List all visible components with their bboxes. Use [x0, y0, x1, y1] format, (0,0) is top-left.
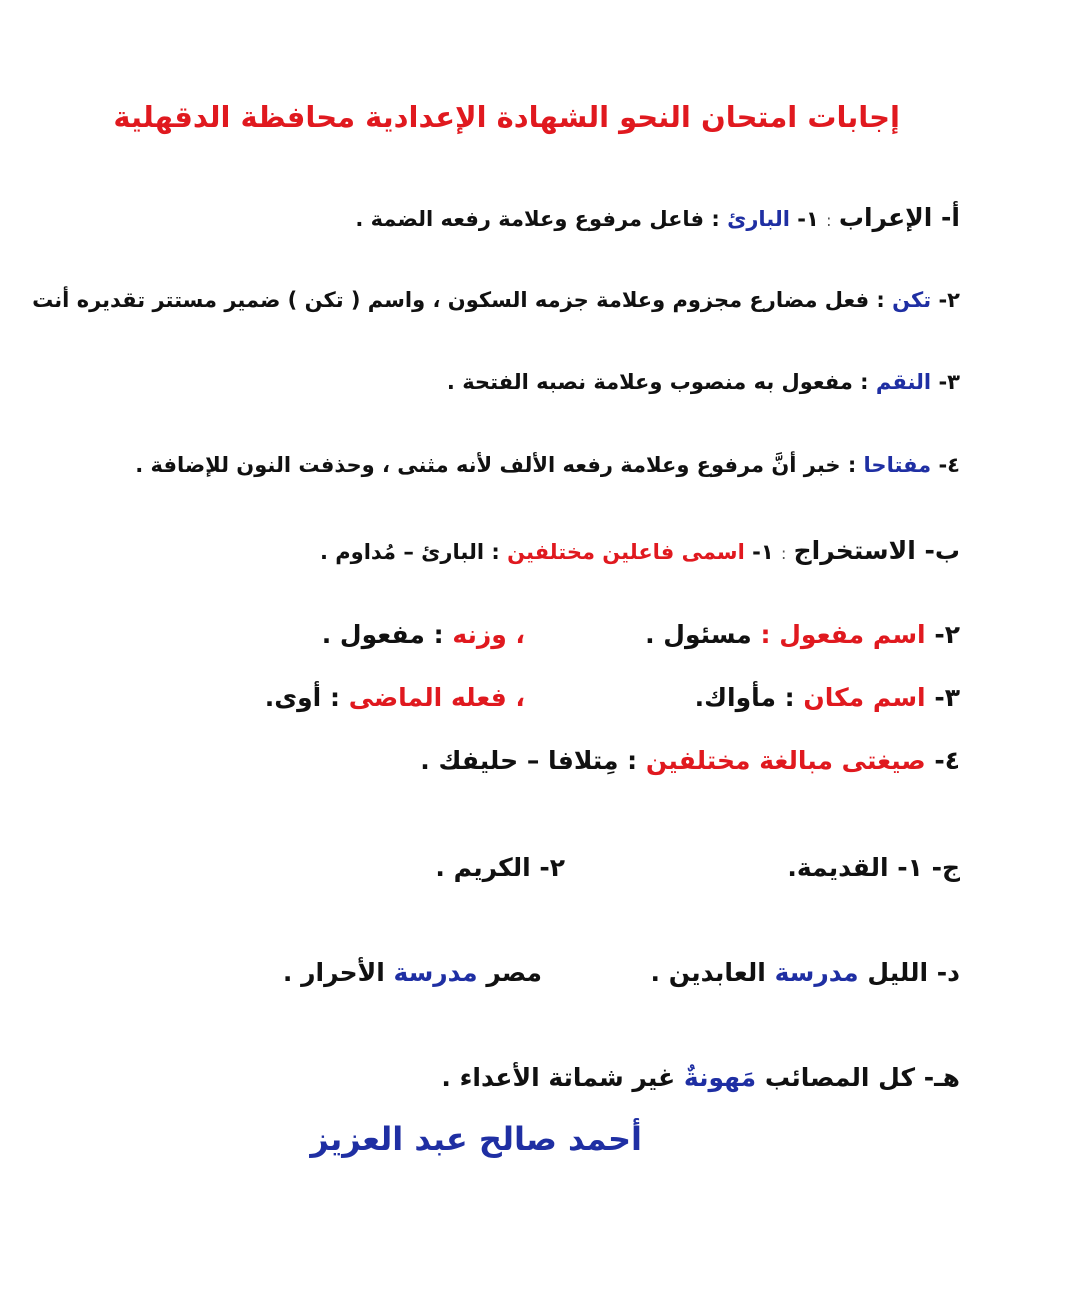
section-a-item4-text: : خبر أنَّ مرفوع وعلامة رفعه الألف لأنه مثنى ، وحذفت النون للإضافة .	[135, 453, 857, 477]
section-a-item3-word: النقم	[875, 370, 932, 394]
section-c-item1: ١- القديمة.	[787, 853, 923, 882]
section-e-text-a: كل المصائب	[764, 1063, 916, 1092]
section-b-item3-label: اسم مكان	[803, 683, 926, 712]
section-b-item2-left-part	[645, 620, 960, 649]
section-a-item1-text: : فاعل مرفوع وعلامة رفعه الضمة .	[355, 207, 720, 231]
section-d-header: د-	[936, 958, 960, 987]
section-b-item2-value: مسئول .	[645, 620, 752, 649]
section-d-p2-b: مدرسة	[393, 958, 478, 987]
section-a-line-4	[30, 453, 960, 477]
section-a-item1-num: ١-	[797, 207, 819, 231]
section-e-text-b: مَهونةٌ	[683, 1063, 757, 1092]
section-b-item1-text: : البارئ – مُداوم .	[320, 540, 500, 564]
section-a-item2-word: تكن	[892, 288, 932, 312]
section-b-item3-right-part	[265, 683, 525, 712]
section-d-p2-c: الأحرار .	[282, 958, 385, 987]
section-b-item2-label2: ، وزنه	[452, 620, 525, 649]
section-c-line	[787, 853, 960, 882]
section-b-sep: :	[780, 544, 787, 563]
section-a-item4-num: ٤-	[938, 453, 960, 477]
section-a-item4-word: مفتاحا	[863, 453, 932, 477]
section-c-item2: ٢- الكريم .	[435, 853, 565, 882]
section-b-header: ب- الاستخراج	[793, 536, 960, 565]
section-a-line-2	[32, 288, 960, 312]
section-e-header: هـ-	[923, 1063, 960, 1092]
section-d-p2-a: مصر	[486, 958, 542, 987]
section-b-item2-label: اسم مفعول :	[760, 620, 926, 649]
section-a-line-3	[30, 370, 960, 394]
section-e-text-c: غير شماتة الأعداء .	[441, 1063, 676, 1092]
section-a-item1-word: البارئ	[727, 207, 790, 231]
section-b-item3-num: ٣-	[934, 683, 960, 712]
section-d-line	[651, 958, 961, 987]
section-d-p1-b: مدرسة	[774, 958, 859, 987]
section-a-item3-num: ٣-	[938, 370, 960, 394]
section-a-item3-text: : مفعول به منصوب وعلامة نصبه الفتحة .	[446, 370, 869, 394]
section-b-item2-num: ٢-	[934, 620, 960, 649]
section-b-item3-left-part	[695, 683, 960, 712]
section-b-line-4	[420, 746, 960, 775]
section-a-header: أ- الإعراب	[838, 203, 960, 232]
section-a-line-1	[30, 203, 960, 232]
page-title: إجابات امتحان النحو الشهادة الإعدادية محافظة الدقهلية	[113, 100, 900, 134]
section-b-line-1	[30, 536, 960, 565]
section-d-p1-c: العابدين .	[650, 958, 766, 987]
section-b-item3-value2: : أوى.	[264, 683, 340, 712]
section-b-item1-num: ١-	[752, 540, 774, 564]
section-a-item2-num: ٢-	[938, 288, 960, 312]
section-b-item4-label: صيغتى مبالغة مختلفين	[645, 746, 926, 775]
section-a-item2-text: : فعل مضارع مجزوم وعلامة جزمه السكون ، واسم ( تكن ) ضمير مستتر تقديره أنت	[32, 288, 885, 312]
section-b-item4-text: : مِتلافا – حليفك .	[420, 746, 638, 775]
section-b-item4-num: ٤-	[934, 746, 960, 775]
section-a-sep: :	[826, 211, 832, 230]
section-b-item2-right-part	[322, 620, 525, 649]
section-b-item3-value: : مأواك.	[694, 683, 795, 712]
section-c-item2-wrap	[435, 853, 565, 882]
section-c-header: ج-	[931, 853, 960, 882]
section-b-item3-label2: ، فعله الماضى	[348, 683, 525, 712]
section-d-part2	[283, 958, 542, 987]
author-signature: أحمد صالح عبد العزيز	[310, 1120, 642, 1158]
section-b-item1-label: اسمى فاعلين مختلفين	[507, 540, 745, 564]
section-d-p1-a: الليل	[867, 958, 929, 987]
section-b-item2-value2: : مفعول .	[321, 620, 444, 649]
section-e-line	[441, 1063, 960, 1092]
